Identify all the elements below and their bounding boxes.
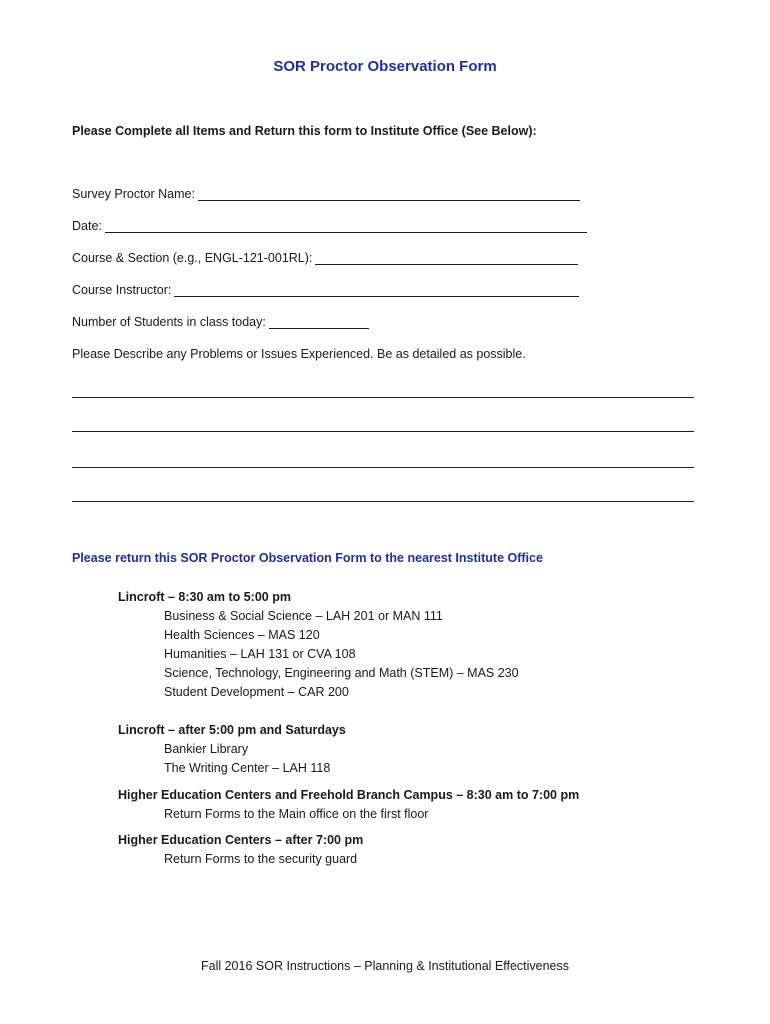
num-students-field[interactable] [72, 315, 369, 329]
location-block [118, 721, 346, 778]
course-section-blank[interactable] [315, 252, 578, 265]
location-item: Health Sciences – MAS 120 [164, 628, 320, 642]
location-heading: Higher Education Centers – after 7:00 pm [118, 833, 364, 847]
location-heading: Higher Education Centers and Freehold Branch Campus – 8:30 am to 7:00 pm [118, 788, 580, 802]
proctor-name-field[interactable] [72, 187, 580, 201]
form-title: SOR Proctor Observation Form [273, 58, 497, 75]
location-heading: Lincroft – 8:30 am to 5:00 pm [118, 590, 291, 604]
date-label: Date: [72, 219, 102, 233]
num-students-label: Number of Students in class today: [72, 315, 266, 329]
course-instructor-field[interactable] [72, 283, 579, 297]
page-footer: Fall 2016 SOR Instructions – Planning & Institutional Effectiveness [200, 959, 570, 973]
location-item: Student Development – CAR 200 [164, 685, 349, 699]
location-block [118, 786, 579, 824]
course-section-field[interactable] [72, 251, 578, 265]
date-blank[interactable] [105, 220, 587, 233]
course-instructor-label: Course Instructor: [72, 283, 172, 297]
date-field[interactable] [72, 219, 587, 233]
course-instructor-blank[interactable] [174, 284, 579, 297]
course-section-label: Course & Section (e.g., ENGL-121-001RL): [72, 251, 313, 265]
form-instruction: Please Complete all Items and Return this form to Institute Office (See Below): [72, 124, 537, 138]
location-item: Humanities – LAH 131 or CVA 108 [164, 647, 356, 661]
problem-description-line[interactable] [72, 501, 694, 502]
location-item: Bankier Library [164, 742, 249, 756]
proctor-name-label: Survey Proctor Name: [72, 187, 195, 201]
location-heading: Lincroft – after 5:00 pm and Saturdays [118, 723, 346, 737]
location-block [118, 831, 363, 869]
proctor-name-blank[interactable] [198, 188, 580, 201]
num-students-blank[interactable] [269, 316, 369, 329]
problem-description-line[interactable] [72, 397, 694, 398]
problem-description-line[interactable] [72, 467, 694, 468]
return-instructions-heading: Please return this SOR Proctor Observation Form to the nearest Institute Office [72, 551, 543, 565]
location-item: Return Forms to the security guard [164, 852, 358, 866]
location-block [118, 588, 519, 702]
location-item: The Writing Center – LAH 118 [164, 761, 331, 775]
problem-description-line[interactable] [72, 431, 694, 432]
describe-problems-prompt: Please Describe any Problems or Issues Experienced. Be as detailed as possible. [72, 347, 526, 361]
location-item: Return Forms to the Main office on the first floor [164, 807, 429, 821]
location-item: Business & Social Science – LAH 201 or MAN 111 [164, 609, 443, 623]
location-item: Science, Technology, Engineering and Math (STEM) – MAS 230 [164, 666, 519, 680]
